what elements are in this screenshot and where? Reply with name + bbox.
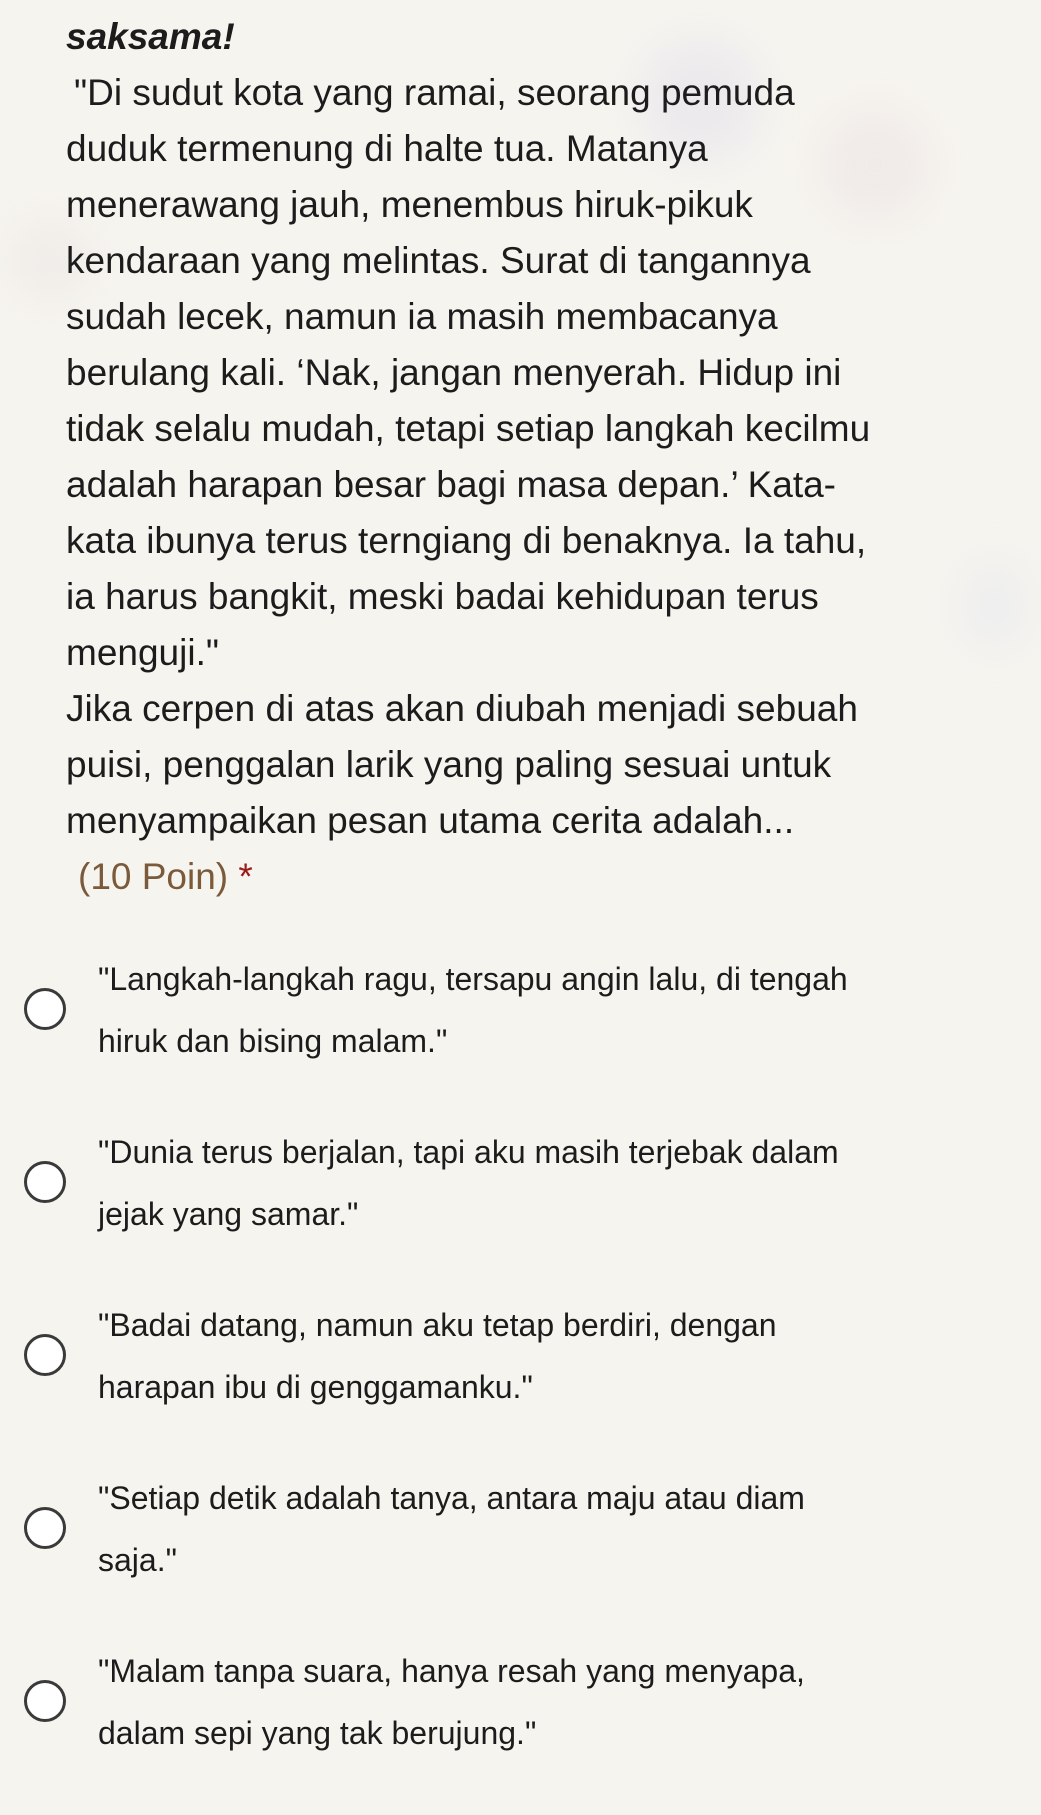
- story-line: menguji.": [66, 632, 219, 673]
- answer-option[interactable]: [0, 1640, 1041, 1813]
- story-line: menerawang jauh, menembus hiruk-pikuk: [66, 184, 753, 225]
- story-line: kendaraan yang melintas. Surat di tangannya: [66, 240, 811, 281]
- prompt-line: puisi, penggalan larik yang paling sesuai untuk: [66, 744, 832, 785]
- answer-option[interactable]: [0, 1121, 1041, 1294]
- option-line: "Badai datang, namun aku tetap berdiri, dengan: [98, 1307, 777, 1343]
- radio-button[interactable]: [24, 1161, 66, 1203]
- prompt-line: Jika cerpen di atas akan diubah menjadi sebuah: [66, 688, 858, 729]
- answer-options: [0, 948, 1041, 1813]
- required-marker: *: [238, 856, 253, 897]
- story-line: berulang kali. ‘Nak, jangan menyerah. Hidup ini: [66, 352, 842, 393]
- radio-button[interactable]: [24, 1334, 66, 1376]
- option-line: "Setiap detik adalah tanya, antara maju atau diam: [98, 1480, 805, 1516]
- question-prompt: [66, 681, 1026, 849]
- story-line: duduk termenung di halte tua. Matanya: [66, 128, 708, 169]
- points-label: [66, 849, 1026, 905]
- prompt-line: menyampaikan pesan utama cerita adalah...: [66, 800, 795, 841]
- option-line: saja.": [98, 1542, 177, 1578]
- option-line: "Malam tanpa suara, hanya resah yang menyapa,: [98, 1653, 805, 1689]
- option-line: "Dunia terus berjalan, tapi aku masih terjebak dalam: [98, 1134, 839, 1170]
- option-label: [98, 1294, 998, 1418]
- option-line: "Langkah-langkah ragu, tersapu angin lalu, di tengah: [98, 961, 848, 997]
- option-label: [98, 1640, 998, 1764]
- option-label: [98, 1467, 998, 1591]
- option-line: dalam sepi yang tak berujung.": [98, 1715, 537, 1751]
- story-line: "Di sudut kota yang ramai, seorang pemuda: [74, 72, 795, 113]
- story-line: kata ibunya terus terngiang di benaknya. Ia tahu,: [66, 520, 867, 561]
- option-line: jejak yang samar.": [98, 1196, 359, 1232]
- question-block: [66, 0, 1026, 905]
- option-line: hiruk dan bising malam.": [98, 1023, 448, 1059]
- story-line: tidak selalu mudah, tetapi setiap langkah kecilmu: [66, 408, 871, 449]
- instruction-text: saksama!: [66, 16, 235, 57]
- radio-button[interactable]: [24, 1507, 66, 1549]
- story-line: sudah lecek, namun ia masih membacanya: [66, 296, 778, 337]
- option-line: harapan ibu di genggamanku.": [98, 1369, 533, 1405]
- option-label: [98, 948, 998, 1072]
- story-line: adalah harapan besar bagi masa depan.’ Kata-: [66, 464, 837, 505]
- story-line: ia harus bangkit, meski badai kehidupan terus: [66, 576, 819, 617]
- radio-button[interactable]: [24, 1680, 66, 1722]
- answer-option[interactable]: [0, 1467, 1041, 1640]
- radio-button[interactable]: [24, 988, 66, 1030]
- story-excerpt: [66, 65, 1026, 681]
- answer-option[interactable]: [0, 1294, 1041, 1467]
- option-label: [98, 1121, 998, 1245]
- answer-option[interactable]: [0, 948, 1041, 1121]
- points-value: (10 Poin): [78, 856, 229, 897]
